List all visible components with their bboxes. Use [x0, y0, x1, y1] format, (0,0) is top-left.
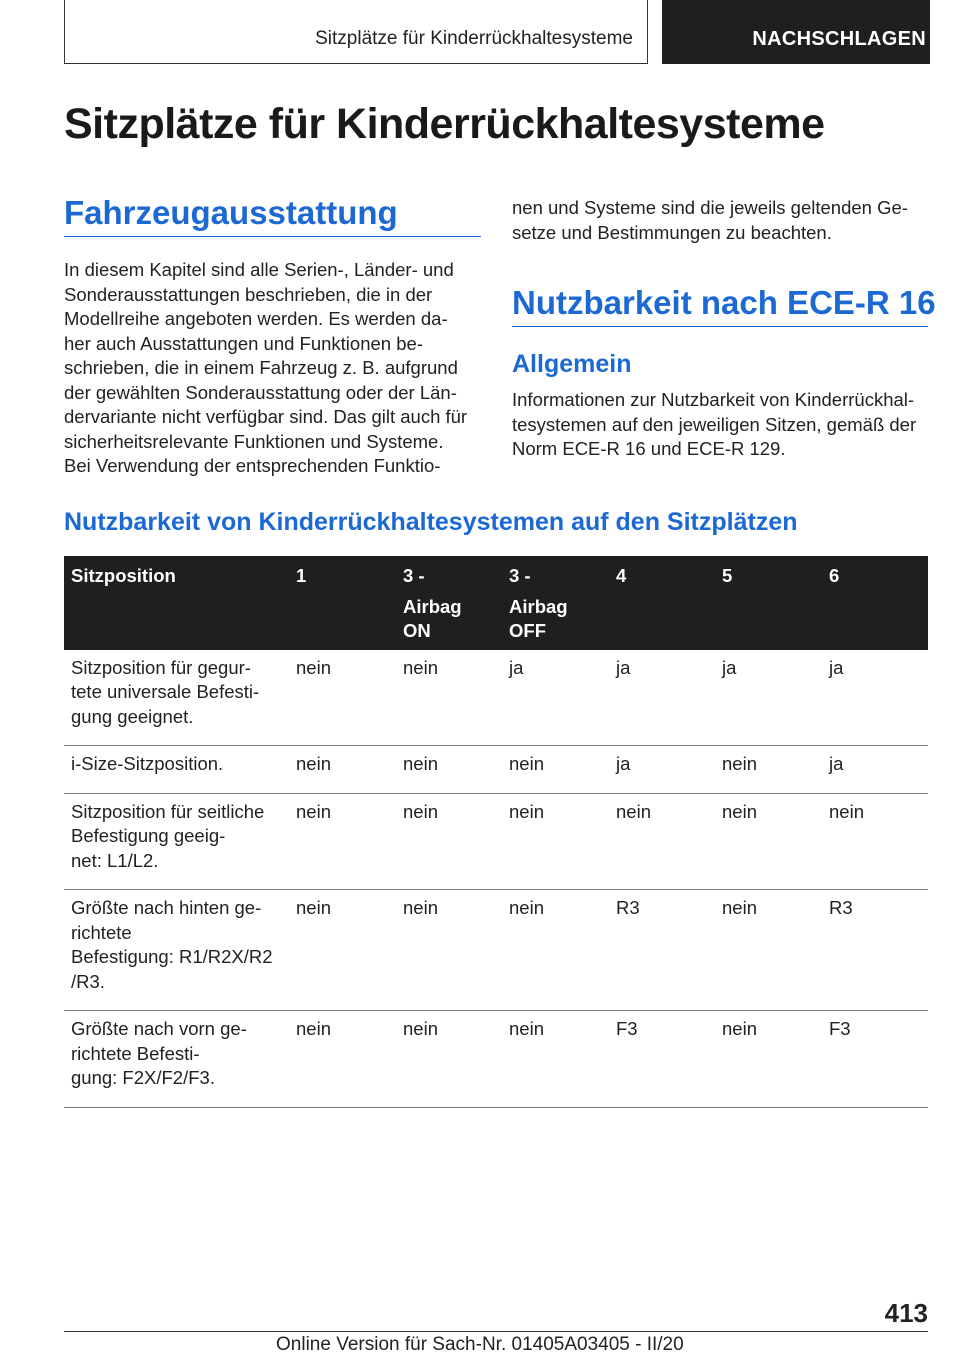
row-label: i-Size-Sitzposition. — [64, 746, 289, 794]
table-row — [64, 746, 928, 794]
table-cell: R3 — [822, 890, 928, 1011]
heading-table-section: Nutzbarkeit von Kinderrückhaltesystemen auf den Sitzplätzen — [64, 508, 798, 536]
paragraph-fahrzeugausstattung: In diesem Kapitel sind alle Serien-, Länder- und Sonderausstattungen beschrieben, die in der Modellreihe angeboten werden. Es werden da- her auch Ausstattungen und Funktionen be- schrieben, die in einem Fahrzeug z. B. aufgrund der gewählten Sonderausstattung oder der Län- dervariante nicht verfügbar sind. Das gilt auch für sicherheitsrelevante Funktionen und Systeme. Bei Verwendung der entsprechenden Funktio- — [64, 259, 468, 476]
table-cell: nein — [396, 890, 502, 1011]
table-cell: nein — [609, 793, 715, 890]
header-section-box — [64, 0, 648, 64]
table-cell: nein — [396, 793, 502, 890]
footer-divider — [64, 1331, 928, 1332]
row-label: Sitzposition für gegur- tete universale Befesti- gung geeignet. — [64, 650, 289, 746]
header-chapter-tab — [662, 0, 930, 64]
table-cell: nein — [502, 793, 609, 890]
footer-version: Online Version für Sach-Nr. 01405A03405 - II/20 — [276, 1334, 684, 1355]
table-cell: nein — [502, 890, 609, 1011]
table-cell: nein — [715, 890, 822, 1011]
table-row — [64, 890, 928, 1011]
table-header-cell: 3 - Airbag OFF — [502, 556, 609, 650]
table-header-row — [64, 556, 928, 650]
row-label: Sitzposition für seitliche Befestigung geeig- net: L1/L2. — [64, 793, 289, 890]
heading-fahrzeugausstattung: Fahrzeugausstattung — [64, 194, 481, 237]
paragraph-fahrzeugausstattung-continued: nen und Systeme sind die jeweils geltenden Ge- setze und Bestimmungen zu beachten. — [512, 197, 908, 243]
table-cell: nein — [502, 1011, 609, 1108]
paragraph-allgemein: Informationen zur Nutzbarkeit von Kinderrückhal- tesystemen auf den jeweiligen Sitzen, gemäß der Norm ECE-R 16 und ECE-R 129. — [512, 389, 917, 459]
table-row — [64, 650, 928, 746]
table-cell: nein — [396, 746, 502, 794]
table-cell: nein — [396, 1011, 502, 1108]
table-cell: nein — [715, 1011, 822, 1108]
table-cell: F3 — [822, 1011, 928, 1108]
page-number: 413 — [884, 1298, 928, 1328]
table-cell: ja — [609, 650, 715, 746]
table-row — [64, 793, 928, 890]
table-cell: nein — [715, 746, 822, 794]
page-title: Sitzplätze für Kinderrückhaltesysteme — [64, 100, 825, 148]
table-cell: R3 — [609, 890, 715, 1011]
table-cell: nein — [289, 1011, 396, 1108]
table-header-cell: 6 — [822, 556, 928, 650]
table-cell: nein — [289, 793, 396, 890]
table-row — [64, 1011, 928, 1108]
table-header-cell: 1 — [289, 556, 396, 650]
table-cell: nein — [502, 746, 609, 794]
header-chapter-label: NACHSCHLAGEN — [752, 28, 926, 50]
table-cell: nein — [715, 793, 822, 890]
table-header-cell: Sitzposition — [64, 556, 289, 650]
table-cell: nein — [289, 650, 396, 746]
table-cell: ja — [502, 650, 609, 746]
table-cell: nein — [289, 890, 396, 1011]
seat-suitability-table — [64, 556, 928, 1108]
heading-allgemein: Allgemein — [512, 350, 632, 378]
table-cell: nein — [289, 746, 396, 794]
table-cell: F3 — [609, 1011, 715, 1108]
table-header-cell: 5 — [715, 556, 822, 650]
row-label: Größte nach vorn ge- richtete Befesti- gung: F2X/F2/F3. — [64, 1011, 289, 1108]
table-cell: ja — [822, 746, 928, 794]
table-cell: ja — [715, 650, 822, 746]
table-cell: ja — [609, 746, 715, 794]
table-header-cell: 4 — [609, 556, 715, 650]
row-label: Größte nach hinten ge- richtete Befestigung: R1/R2X/R2 /R3. — [64, 890, 289, 1011]
heading-nutzbarkeit-ece: Nutzbarkeit nach ECE-R 16 — [512, 284, 928, 327]
table-cell: nein — [396, 650, 502, 746]
table-cell: nein — [822, 793, 928, 890]
header-section-title: Sitzplätze für Kinderrückhaltesysteme — [315, 28, 633, 49]
table-cell: ja — [822, 650, 928, 746]
table-header-cell: 3 - Airbag ON — [396, 556, 502, 650]
